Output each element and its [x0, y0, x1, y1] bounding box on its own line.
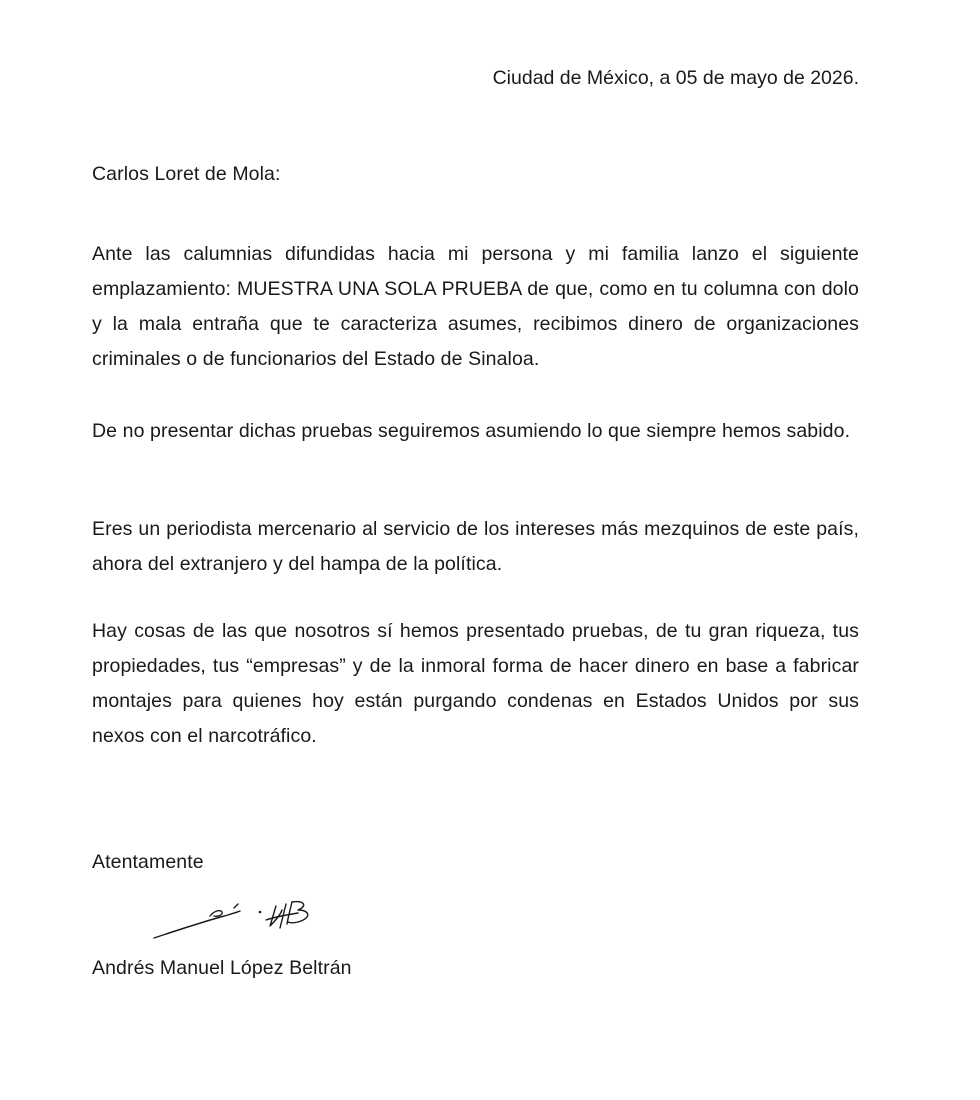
salutation: Carlos Loret de Mola:: [92, 163, 281, 185]
paragraph-1: Ante las calumnias difundidas hacia mi persona y mi familia lanzo el siguiente emplazamiento: MUESTRA UNA SOLA PRUEBA de que, como en tu columna con dolo y la mala entraña que te caracteriza asumes, recibimos dinero de organizaciones criminales o de funcionarios del Estado de Sinaloa.: [92, 243, 859, 370]
date-line: Ciudad de México, a 05 de mayo de 2026.: [492, 67, 859, 89]
signer-name: Andrés Manuel López Beltrán: [92, 957, 352, 979]
paragraph-4: Hay cosas de las que nosotros sí hemos presentado pruebas, de tu gran riqueza, tus propiedades, tus “empresas” y de la inmoral forma de hacer dinero en base a fabricar montajes para quienes hoy están purgando condenas en Estados Unidos por sus nexos con el narcotráfico.: [92, 620, 859, 747]
closing: Atentamente: [92, 851, 204, 873]
paragraph-3: Eres un periodista mercenario al servicio de los intereses más mezquinos de este país, ahora del extranjero y del hampa de la política.: [92, 518, 859, 575]
paragraph-2: De no presentar dichas pruebas seguiremos asumiendo lo que siempre hemos sabido.: [92, 420, 851, 442]
signature-icon: [148, 896, 328, 944]
